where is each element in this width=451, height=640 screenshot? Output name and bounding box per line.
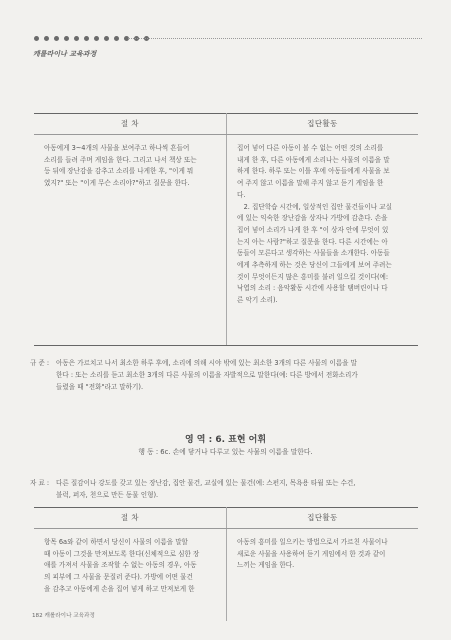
text-line: 항목 6a와 같이 하면서 당신이 사물의 이름을 말할	[44, 538, 188, 546]
page-footer: 182 캐롤라이나 교육과정	[32, 613, 95, 619]
text-line: 을 감추고 아동에게 손을 집어 넣게 하고 만져보게 한	[44, 584, 195, 593]
criteria-line: 아동은 가르치고 나서 최소한 하루 후에, 소리에 의해 시야 밖에 있는 최소한 3개의 다른 사물의 이름을 말	[56, 359, 357, 367]
procedure-table-2	[34, 507, 418, 621]
text-line: 동들이 모른다고 생각하는 사물들을 소개한다. 아동들	[237, 249, 390, 258]
text-line: 집어 넣어 다른 아동이 볼 수 없는 어떤 것의 소리를	[237, 144, 384, 152]
materials-line: 다른 질감이나 강도를 갖고 있는 장난감, 집안 물건, 교실에 있는 물건(예: 스펀지, 목욕용 타월 또는 수건,	[56, 479, 356, 487]
text-line: 하게 한다. 하루 또는 이틀 후에 아동들에게 사물을 보	[237, 167, 390, 176]
procedure-cell	[34, 135, 227, 346]
criteria-line: 한다 : 또는 소리를 듣고 최소한 3개의 다른 사물의 이름을 자발적으로 말한다(예: 다른 방에서 전화소리가	[56, 371, 358, 379]
text-line: 아동에게 3~4개의 사물을 보여주고 하나씩 흔들어	[44, 144, 190, 152]
text-line: 에게 추측하게 하는 것은 당신이 그들에게 보여 주려는	[237, 261, 392, 270]
text-line: 다.	[237, 190, 246, 199]
materials-label: 자 료 :	[30, 479, 50, 487]
criteria-label: 규 준 :	[30, 359, 50, 367]
text-line: 에 있는 익숙한 장난감을 상자나 가방에 감춘다. 손을	[237, 214, 388, 223]
col-header-procedure: 절 차	[34, 508, 227, 529]
text-line: 내게 한 후, 다른 아동에게 소리나는 사물의 이름을 말	[237, 155, 390, 164]
text-line: 소리를 들려 주며 게임을 한다. 그리고 나서 책상 또는	[44, 155, 197, 164]
materials-line: 블럭, 퍼자, 천으로 만든 동물 인형).	[56, 491, 159, 499]
text-line: 였지?" 또는 "이게 무슨 소리야?"하고 질문을 한다.	[44, 179, 190, 188]
text-line: 의 피부에 그 사물을 문질러 준다). 가방에 어떤 물건	[44, 573, 193, 582]
text-line: 것이 무엇이든지 많은 흥미를 불러 일으킬 것이다(예:	[237, 272, 389, 281]
procedure-cell	[34, 529, 227, 622]
text-line: 여 주지 않고 이름을 말해 주지 않고 듣기 게임을 한	[237, 179, 384, 188]
text-line: 느끼는 게임을 한다.	[237, 561, 295, 570]
group-activity-cell	[227, 135, 419, 346]
text-line: 른 악기 소리).	[237, 296, 278, 305]
group-activity-cell	[227, 529, 419, 622]
col-header-group-activity: 집단활동	[227, 508, 419, 529]
procedure-table-1	[34, 113, 418, 346]
behavior-subtitle: 행 동 : 6c. 손에 닿거나 다루고 있는 사물의 이름을 말한다.	[138, 448, 313, 456]
col-header-group-activity: 집단활동	[227, 114, 419, 135]
text-line: 낙엽의 소리 : 음악활동 시간에 사용할 탬버린이나 다	[237, 284, 388, 293]
text-line: 아동의 흥미를 일으키는 방법으로서 가르친 사물이나	[237, 538, 388, 546]
page-header: 캐롤라이나 교육과정	[33, 50, 97, 58]
criteria-line: 들렸을 때 "전화"라고 말하기).	[56, 383, 144, 391]
materials-block	[30, 477, 430, 501]
text-line: 애를 가져서 사물을 조작할 수 없는 아동의 경우, 아동	[44, 561, 197, 570]
text-line: 등 뒤에 장난감을 감추고 소리를 나게한 후, "이게 뭐	[44, 167, 194, 176]
criteria-block	[30, 357, 430, 393]
section-title: 영 역 : 6. 표현 어휘	[184, 435, 267, 445]
text-line: 는지 아는 사람?"하고 질문을 한다. 다른 시간에는 아	[237, 237, 388, 246]
text-line: 2. 집단학습 시간에, 일상적인 집안 물건들이나 교실	[237, 202, 392, 211]
text-line: 새로운 사물을 사용하여 듣기 게임에서 한 것과 같이	[237, 549, 386, 558]
text-line: 집어 넣어 소리가 나게 한 후 "이 상자 안에 무엇이 있	[237, 225, 389, 234]
text-line: 때 아동이 그것을 만져보도록 한다(신체적으로 심한 장	[44, 549, 200, 558]
header-rule	[128, 38, 422, 39]
col-header-procedure: 절 차	[34, 114, 227, 135]
